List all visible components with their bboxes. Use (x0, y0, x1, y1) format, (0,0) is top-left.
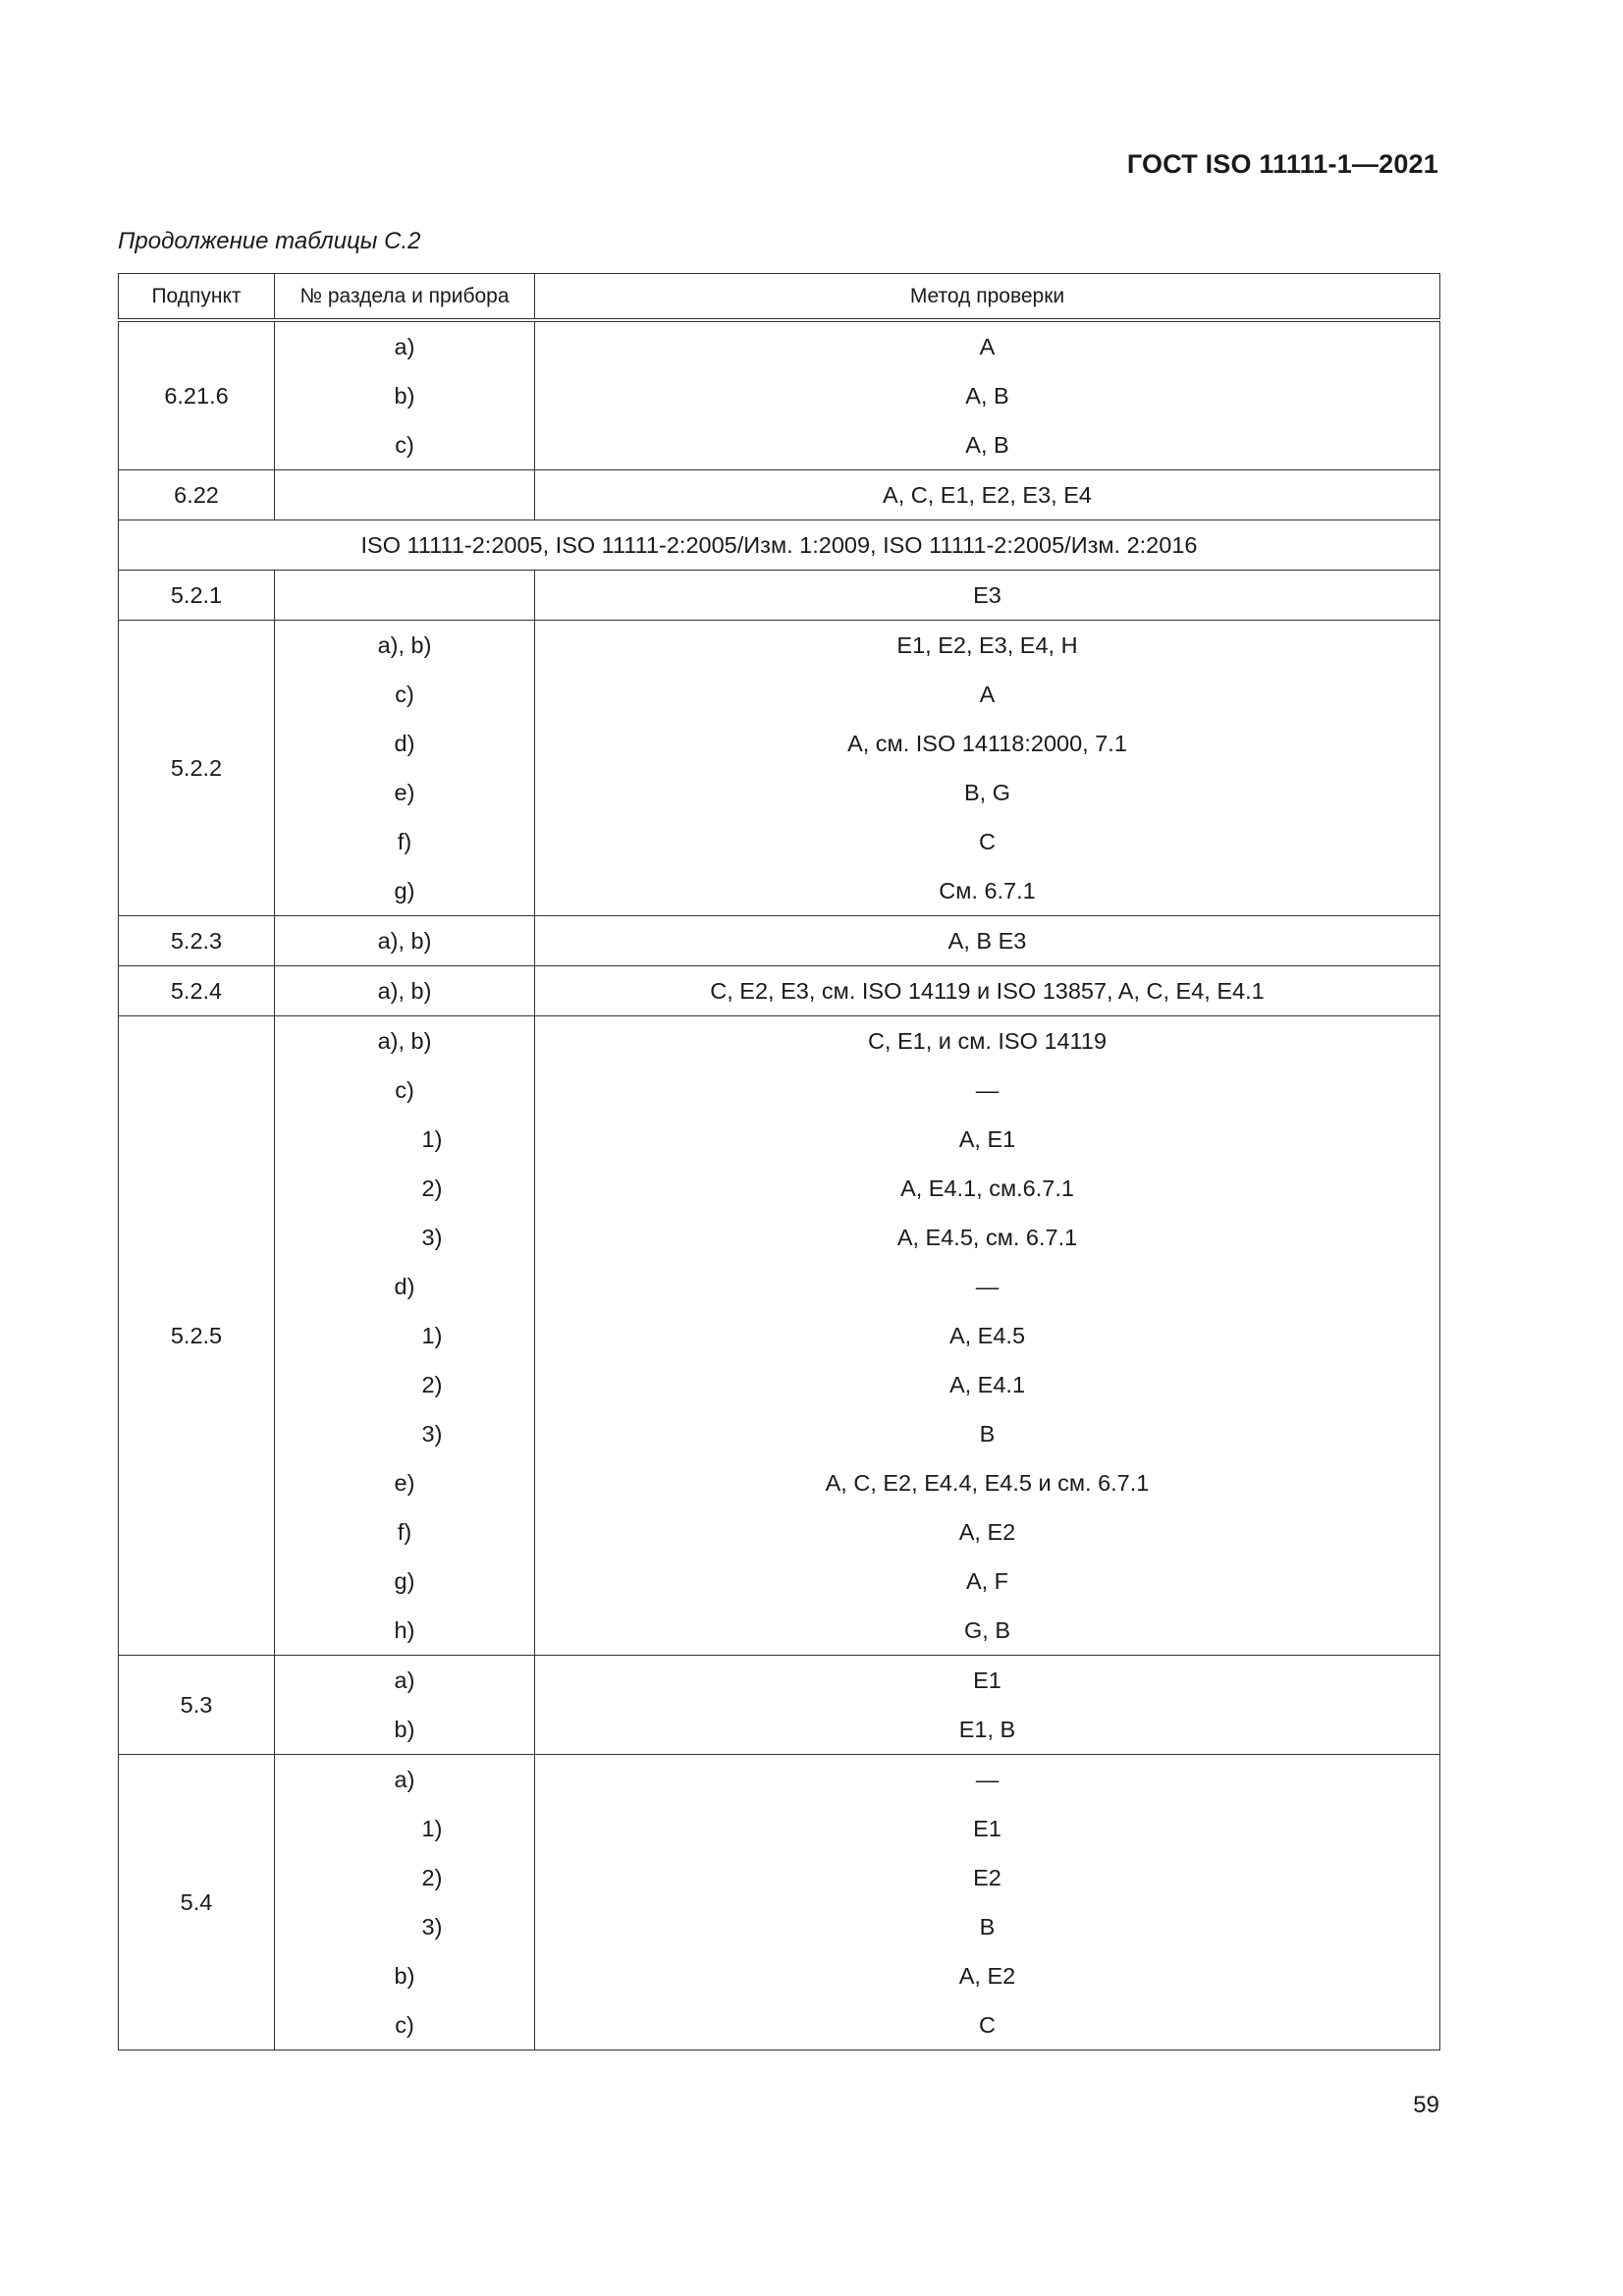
method-cell: E3 (535, 571, 1440, 621)
item-cell: d) (275, 1262, 535, 1311)
item-cell: a), b) (275, 1016, 535, 1066)
item-cell: h) (275, 1606, 535, 1656)
item-cell: 2) (275, 1164, 535, 1213)
table-row (119, 1164, 1440, 1213)
method-cell: A, E4.5 (535, 1311, 1440, 1360)
table-row (119, 420, 1440, 470)
method-cell: E1 (535, 1804, 1440, 1853)
page-number: 59 (1413, 2092, 1439, 2118)
table-row (119, 670, 1440, 719)
method-cell: A, F (535, 1557, 1440, 1606)
subclause-cell: 5.2.5 (119, 1016, 275, 1656)
item-cell: a), b) (275, 966, 535, 1016)
method-cell: E2 (535, 1853, 1440, 1902)
table-row (119, 320, 1440, 371)
method-cell: C, E2, E3, см. ISO 14119 и ISO 13857, A, C, E4, E4.1 (535, 966, 1440, 1016)
item-cell: c) (275, 1066, 535, 1115)
section-heading-cell: ISO 11111-2:2005, ISO 11111-2:2005/Изм. 1:2009, ISO 11111-2:2005/Изм. 2:2016 (119, 520, 1440, 571)
table-row (119, 1557, 1440, 1606)
table-row (119, 1213, 1440, 1262)
item-cell: c) (275, 420, 535, 470)
method-cell: E1, E2, E3, E4, H (535, 621, 1440, 671)
item-cell: 3) (275, 1902, 535, 1951)
table-body (119, 320, 1440, 2050)
item-cell: b) (275, 1705, 535, 1755)
method-cell: — (535, 1755, 1440, 1805)
item-cell (275, 571, 535, 621)
item-cell: g) (275, 1557, 535, 1606)
document-code: ГОСТ ISO 11111-1—2021 (1126, 149, 1438, 179)
item-cell: 1) (275, 1311, 535, 1360)
item-cell: 3) (275, 1409, 535, 1458)
table-row (119, 1902, 1440, 1951)
item-cell: e) (275, 1458, 535, 1507)
column-header-subclause: Подпункт (119, 274, 275, 321)
method-cell: C, E1, и см. ISO 14119 (535, 1016, 1440, 1066)
method-cell: A, E4.5, см. 6.7.1 (535, 1213, 1440, 1262)
table-row (119, 916, 1440, 966)
method-cell: A, E2 (535, 1507, 1440, 1557)
item-cell: c) (275, 2000, 535, 2050)
item-cell: a), b) (275, 916, 535, 966)
method-cell: A, E4.1 (535, 1360, 1440, 1409)
table-row (119, 2000, 1440, 2050)
method-cell: A, C, E1, E2, E3, E4 (535, 470, 1440, 520)
method-cell: E1 (535, 1656, 1440, 1706)
table-row (119, 1656, 1440, 1706)
table-row (119, 1115, 1440, 1164)
item-cell: b) (275, 1951, 535, 2000)
table-row (119, 1507, 1440, 1557)
table-row (119, 966, 1440, 1016)
table-row (119, 571, 1440, 621)
method-cell: B, G (535, 768, 1440, 817)
item-cell (275, 470, 535, 520)
method-cell: A, см. ISO 14118:2000, 7.1 (535, 719, 1440, 768)
item-cell: a) (275, 1656, 535, 1706)
method-cell: A, B E3 (535, 916, 1440, 966)
item-cell: e) (275, 768, 535, 817)
item-cell: 2) (275, 1853, 535, 1902)
item-cell: 3) (275, 1213, 535, 1262)
method-cell: A, E2 (535, 1951, 1440, 2000)
table-row (119, 1804, 1440, 1853)
method-cell: C (535, 2000, 1440, 2050)
method-cell: C (535, 817, 1440, 866)
table-caption: Продолжение таблицы С.2 (118, 228, 421, 254)
table-header-row (119, 274, 1440, 321)
table-row (119, 470, 1440, 520)
table-row (119, 371, 1440, 420)
item-cell: g) (275, 866, 535, 916)
table-row (119, 768, 1440, 817)
table-row (119, 1360, 1440, 1409)
table-row (119, 1066, 1440, 1115)
method-cell: A (535, 320, 1440, 371)
table-row (119, 1262, 1440, 1311)
table-row (119, 1755, 1440, 1805)
column-header-section: № раздела и прибора (275, 274, 535, 321)
subclause-cell: 6.21.6 (119, 320, 275, 470)
method-cell: A, C, E2, E4.4, E4.5 и см. 6.7.1 (535, 1458, 1440, 1507)
item-cell: f) (275, 1507, 535, 1557)
table-row (119, 1016, 1440, 1066)
column-header-method: Метод проверки (535, 274, 1440, 321)
table-row (119, 1951, 1440, 2000)
verification-table (118, 273, 1440, 2050)
item-cell: 2) (275, 1360, 535, 1409)
method-cell: B (535, 1409, 1440, 1458)
method-cell: — (535, 1262, 1440, 1311)
table-row (119, 719, 1440, 768)
method-cell: A, B (535, 371, 1440, 420)
method-cell: См. 6.7.1 (535, 866, 1440, 916)
subclause-cell: 5.2.2 (119, 621, 275, 916)
table-row (119, 1853, 1440, 1902)
subclause-cell: 5.2.4 (119, 966, 275, 1016)
method-cell: B (535, 1902, 1440, 1951)
method-cell: G, B (535, 1606, 1440, 1656)
table-row (119, 1606, 1440, 1656)
method-cell: A, E4.1, см.6.7.1 (535, 1164, 1440, 1213)
subclause-cell: 5.3 (119, 1656, 275, 1755)
table-row (119, 621, 1440, 671)
item-cell: a) (275, 1755, 535, 1805)
method-cell: E1, B (535, 1705, 1440, 1755)
item-cell: c) (275, 670, 535, 719)
method-cell: A (535, 670, 1440, 719)
method-cell: — (535, 1066, 1440, 1115)
table-row (119, 1458, 1440, 1507)
item-cell: a) (275, 320, 535, 371)
table-row (119, 1409, 1440, 1458)
subclause-cell: 6.22 (119, 470, 275, 520)
subclause-cell: 5.2.3 (119, 916, 275, 966)
item-cell: 1) (275, 1115, 535, 1164)
item-cell: b) (275, 371, 535, 420)
table-row (119, 1705, 1440, 1755)
table-row (119, 866, 1440, 916)
item-cell: a), b) (275, 621, 535, 671)
item-cell: f) (275, 817, 535, 866)
table-section-row (119, 520, 1440, 571)
table-row (119, 817, 1440, 866)
item-cell: d) (275, 719, 535, 768)
subclause-cell: 5.2.1 (119, 571, 275, 621)
item-cell: 1) (275, 1804, 535, 1853)
method-cell: A, E1 (535, 1115, 1440, 1164)
method-cell: A, B (535, 420, 1440, 470)
subclause-cell: 5.4 (119, 1755, 275, 2050)
table-row (119, 1311, 1440, 1360)
